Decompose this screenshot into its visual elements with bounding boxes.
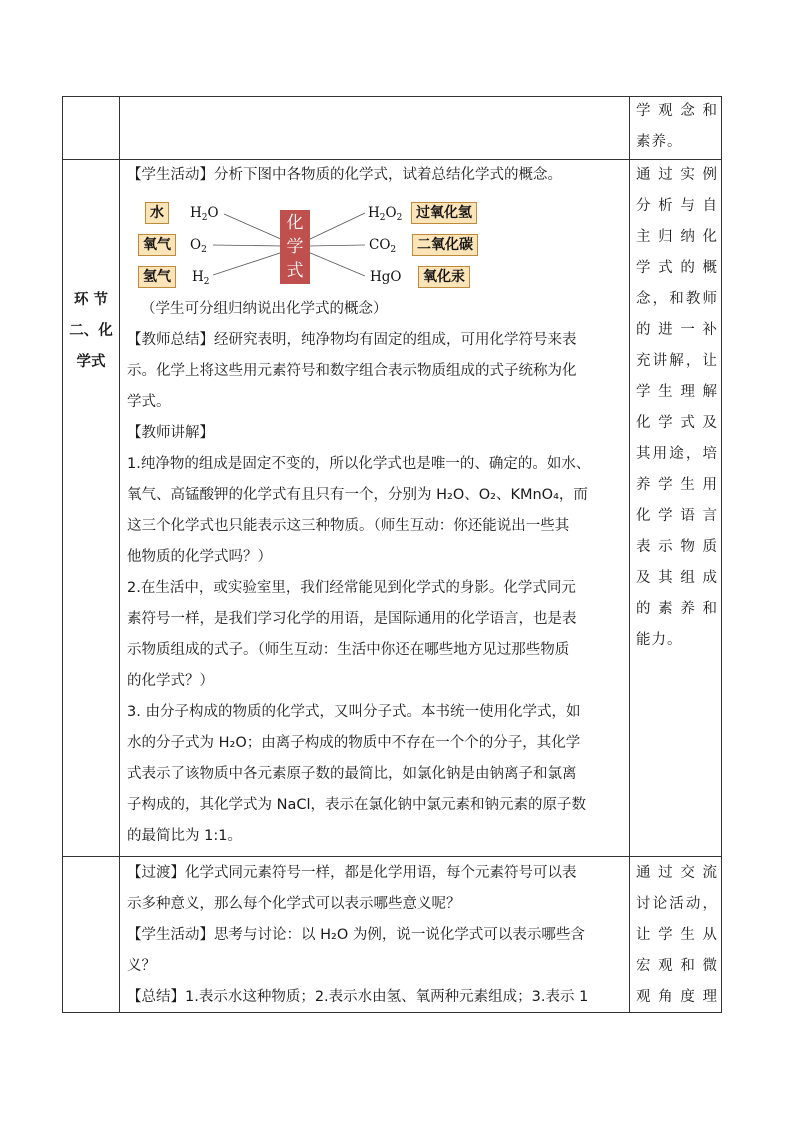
goal-line: 念，和教师 <box>636 291 718 307</box>
goal-line: 及其组成 <box>636 570 718 586</box>
text-line: 氧气、高锰酸钾的化学式有且只有一个，分别为 H₂O、O₂、KMnO₄，而 <box>127 487 588 503</box>
substance-tag-mercury-oxide: 氧化汞 <box>418 266 470 288</box>
text-line: 的最简比为 1:1。 <box>127 828 242 844</box>
section-label-line: 二、化 <box>69 323 113 339</box>
text-line: 示多种意义，那么每个化学式可以表示哪些意义呢？ <box>127 896 461 912</box>
goal-line: 的进一补 <box>636 322 718 338</box>
goal-line: 宏观和微 <box>636 958 718 974</box>
formula-oxygen: $O_2$ <box>190 237 207 255</box>
text-line: 【学生活动】思考与讨论：以 H₂O 为例，说一说化学式可以表示哪些含 <box>127 927 585 943</box>
goal-line: 通过实例 <box>636 167 718 183</box>
substance-tag-hydrogen-peroxide: 过氧化氢 <box>411 202 477 224</box>
formula-mercury-oxide: HgO <box>370 269 402 285</box>
center-label-text: 化学式 <box>286 213 304 281</box>
text-line: 他物质的化学式吗？） <box>127 549 272 565</box>
text-line: （学生可分组归纳说出化学式的概念） <box>141 301 388 317</box>
substance-tag-hydrogen: 氢气 <box>138 266 176 288</box>
goal-line: 主归纳化 <box>636 229 718 245</box>
substance-tag-carbon-dioxide: 二氧化碳 <box>412 234 478 256</box>
text-line: 义？ <box>127 958 156 974</box>
formula-carbon-dioxide: $CO_2$ <box>369 237 397 255</box>
text-line: 2.在生活中，或实验室里，我们经常能见到化学式的身影。化学式同元 <box>127 580 576 596</box>
goal-line: 讨论活动， <box>636 896 718 912</box>
text-line: 水的分子式为 H₂O；由离子构成的物质中不存在一个个的分子，其化学 <box>127 735 581 751</box>
text-line: 1.纯净物的组成是固定不变的，所以化学式也是唯一的、确定的。如水、 <box>127 456 591 472</box>
text-line: 示物质组成的式子。（师生互动：生活中你还在哪些地方见过那些物质 <box>127 642 570 658</box>
text-line: 示。化学上将这些用元素符号和数字组合表示物质组成的式子统称为化 <box>127 363 577 379</box>
text-line: 的化学式？） <box>127 673 214 689</box>
goal-line: 化学语言 <box>636 508 718 524</box>
goal-line: 的素养和 <box>636 601 718 617</box>
substance-tag-oxygen: 氧气 <box>138 234 176 256</box>
goal-line: 能力。 <box>636 632 683 648</box>
goal-line: 养学生用 <box>636 477 718 493</box>
goal-line: 素养。 <box>636 134 683 150</box>
text-line: 子构成的，其化学式为 NaCl，表示在氯化钠中氯元素和钠元素的原子数 <box>127 797 586 813</box>
center-label-chemical-formula <box>280 210 310 284</box>
activity-intro: 【学生活动】分析下图中各物质的化学式，试着总结化学式的概念。 <box>127 167 562 183</box>
goal-line: 学观念和 <box>636 103 718 119</box>
goal-line: 观角度理 <box>636 989 718 1005</box>
text-line: 这三个化学式也只能表示这三种物质。（师生互动：你还能说出一些其 <box>127 518 570 534</box>
section1-goal-text <box>636 160 718 656</box>
text-line: 【总结】1.表示水这种物质；2.表示水由氢、氧两种元素组成；3.表示 1 <box>127 989 589 1005</box>
goal-line: 化学式及 <box>636 415 718 431</box>
text-line: 式表示了该物质中各元素原子数的最简比，如氯化钠是由钠离子和氯离 <box>127 766 577 782</box>
goal-line: 其用途，培 <box>636 446 718 462</box>
goal-line: 表示物质 <box>636 539 718 555</box>
formula-hydrogen: $H_2$ <box>192 269 210 287</box>
goal-line: 让学生从 <box>636 927 718 943</box>
goal-line: 通过交流 <box>636 865 718 881</box>
formula-water: $H_2O$ <box>190 205 219 223</box>
text-line: 【过渡】化学式同元素符号一样，都是化学用语，每个元素符号可以表 <box>127 865 577 881</box>
section-label-line: 环 节 <box>73 292 109 308</box>
section-label-line: 学式 <box>76 354 106 370</box>
text-line: 【教师总结】经研究表明，纯净物均有固定的组成，可用化学符号来表 <box>127 332 577 348</box>
section2-goal-text <box>636 858 718 1013</box>
text-line: 3. 由分子构成的物质的化学式，又叫分子式。本书统一使用化学式，如 <box>127 704 581 720</box>
goal-line: 分析与自 <box>636 198 718 214</box>
text-line: 学式。 <box>127 394 171 410</box>
goal-line: 学式的概 <box>636 260 718 276</box>
text-line: 【教师讲解】 <box>127 425 214 441</box>
substance-tag-water: 水 <box>145 202 169 224</box>
formula-hydrogen-peroxide: $H_2O_2$ <box>368 205 403 223</box>
section1-body <box>127 294 625 852</box>
goal-line: 学生理解 <box>636 384 718 400</box>
section2-body <box>127 858 625 1013</box>
text-line: 素符号一样，是我们学习化学的用语，是国际通用的化学语言，也是表 <box>127 611 577 627</box>
goal-line: 充讲解，让 <box>636 353 718 369</box>
row-divider-2 <box>62 856 722 857</box>
